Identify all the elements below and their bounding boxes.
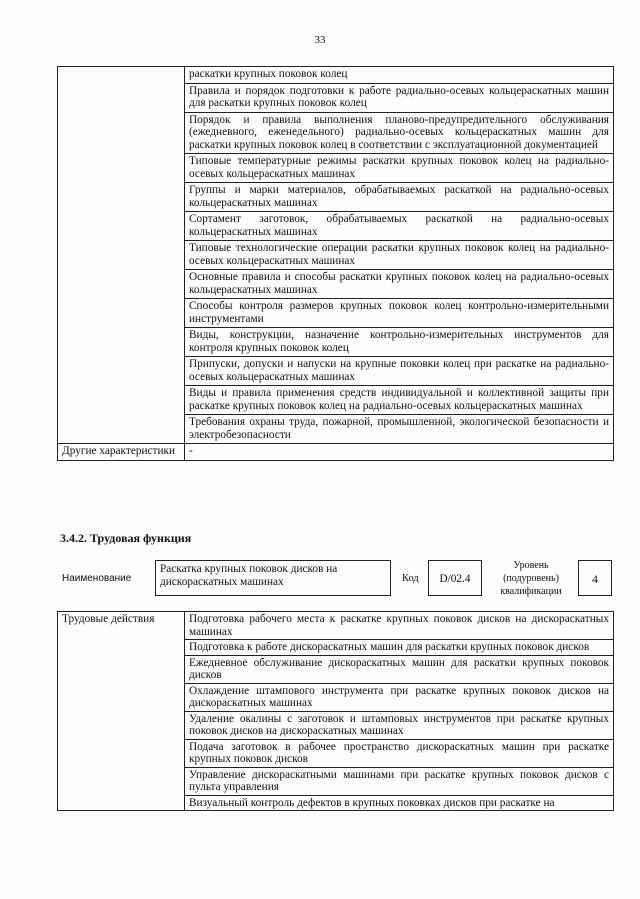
table-row [58,612,614,640]
knowledge-item: Группы и марки материалов, обрабатываемых раскаткой на радиально-осевых кольцераскатных машинах [185,183,614,212]
code-label: Код [402,573,419,584]
knowledge-label-cell [58,67,185,444]
knowledge-item: Припуски, допуски и напуски на крупные поковки колец при раскатке на радиально-осевых кольцераскатных машинах [185,357,614,386]
code-box: D/02.4 [428,560,482,596]
table-row [58,67,614,84]
labor-action-item: Подготовка к работе дискораскатных машин для раскатки крупных поковок дисков [185,640,614,656]
knowledge-item: Виды, конструкции, назначение контрольно-измерительных инструментов для контроля крупных поковок колец [185,328,614,357]
level-box: 4 [578,560,612,596]
knowledge-item: Типовые технологические операции раскатки крупных поковок колец на радиально-осевых кольцераскатных машинах [185,241,614,270]
knowledge-item: раскатки крупных поковок колец [185,67,614,84]
labor-action-item: Визуальный контроль дефектов в крупных поковках дисков при раскатке на [185,795,614,811]
page-number: 33 [314,34,326,46]
level-label: Уровень (подуровень) квалификации [500,560,562,597]
labor-action-item: Удаление окалины с заготовок и штамповых инструментов при раскатке крупных поковок дисков на дискораскатных машинах [185,711,614,739]
knowledge-item: Основные правила и способы раскатки крупных поковок колец на радиально-осевых кольцераскатных машинах [185,270,614,299]
knowledge-item: Виды и правила применения средств индивидуальной и коллективной защиты при раскатке крупных поковок колец на радиально-осевых кольцераскатных машинах [185,386,614,415]
labor-action-item: Охлаждение штампового инструмента при раскатке крупных поковок дисков на дискораскатных машинах [185,683,614,711]
knowledge-item: Типовые температурные режимы раскатки крупных поковок колец на радиально-осевых кольцераскатных машинах [185,154,614,183]
knowledge-item: Сортамент заготовок, обрабатываемых раскаткой на радиально-осевых кольцераскатных машинах [185,212,614,241]
labor-actions-label: Трудовые действия [58,612,185,811]
function-name-box: Раскатка крупных поковок дисков на дискораскатных машинах [155,560,391,596]
labor-action-item: Ежедневное обслуживание дискораскатных машин для раскатки крупных поковок дисков [185,655,614,683]
labor-action-item: Управление дискораскатными машинами при раскатке крупных поковок дисков с пульта управления [185,767,614,795]
labor-action-item: Подготовка рабочего места к раскатке крупных поковок дисков на дискораскатных машинах [185,612,614,640]
labor-action-item: Подача заготовок в рабочее пространство дискораскатных машин при раскатке крупных поковок дисков [185,739,614,767]
knowledge-table [57,66,614,461]
knowledge-item: Правила и порядок подготовки к работе радиально-осевых кольцераскатных машин для раскатки крупных поковок колец [185,83,614,112]
knowledge-item: Порядок и правила выполнения планово-предупредительного обслуживания (ежедневного, еженедельного) радиально-осевых кольцераскатных машин для раскатки крупных поковок колец в соответствии с эксплуатационной документацией [185,112,614,154]
section-title: 3.4.2. Трудовая функция [60,531,192,545]
knowledge-item: Способы контроля размеров крупных поковок колец контрольно-измерительными инструментами [185,299,614,328]
name-label: Наименование [62,573,132,584]
other-characteristics-value: - [185,444,614,461]
labor-actions-table [57,611,614,811]
table-row [58,444,614,461]
knowledge-item: Требования охраны труда, пожарной, промышленной, экологической безопасности и электробезопасности [185,415,614,444]
other-characteristics-label: Другие характеристики [58,444,185,461]
